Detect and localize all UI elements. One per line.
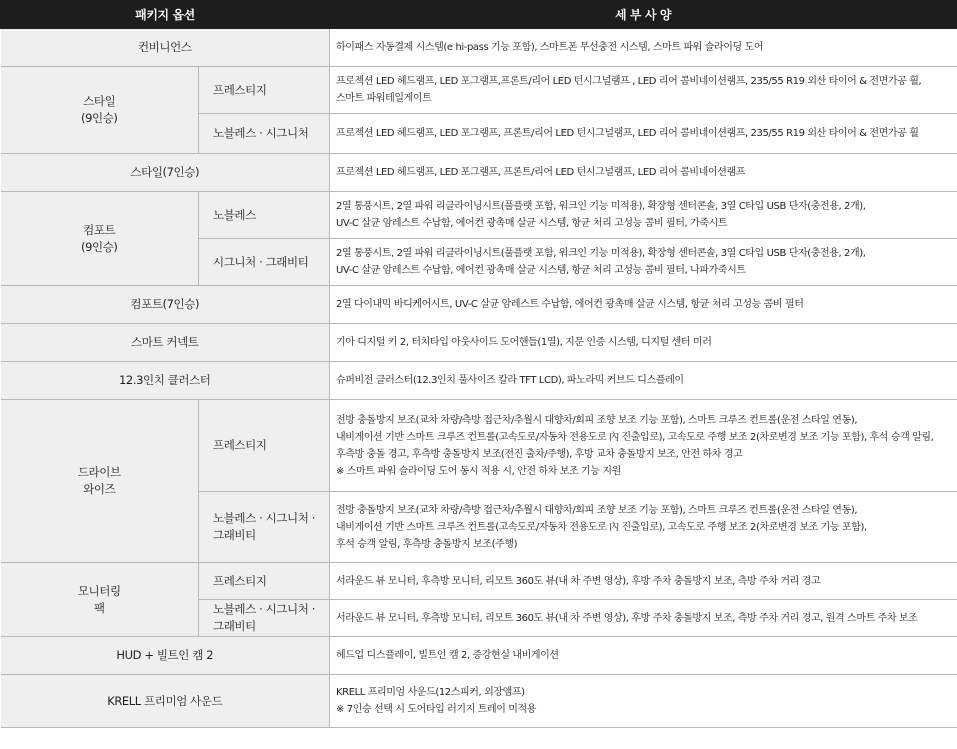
sub-drivewise-prestige: 프레스티지	[199, 400, 330, 492]
group-monitoring-pack: 모니터링 팩	[1, 563, 199, 637]
package-name-hud: HUD + 빌트인 캠 2	[1, 637, 330, 675]
desc-comfort-signature: 2열 통풍시트, 2열 파워 리클라이닝시트(풀플랫 포함, 워크인 기능 미적용), 확장형 센터콘솔, 3열 C타입 USB 단자(충전용, 2개), UV-C 살균 암레스트 수납함, 에어컨 광촉매 살균 시스템, 항균 처리 고성능 콤비 필터, 나파가죽시트	[330, 239, 957, 286]
sub-drivewise-noblesse: 노블레스 · 시그니처 · 그래비티	[199, 492, 330, 563]
header-details: 세 부 사 양	[330, 1, 957, 29]
desc-style-prestige: 프로젝션 LED 헤드램프, LED 포그램프,프론트/리어 LED 턴시그널램프 , LED 리어 콤비네이션램프, 235/55 R19 외산 타이어 & 전면가공 휠, 스마트 파워테일게이트	[330, 67, 957, 114]
group-style-9: 스타일 (9인승)	[1, 67, 199, 154]
package-name-style-7: 스타일(7인승)	[1, 154, 330, 192]
sub-comfort-noblesse: 노블레스	[199, 192, 330, 239]
table-row	[1, 192, 957, 239]
table-header-row	[1, 1, 957, 29]
group-drive-wise: 드라이브 와이즈	[1, 400, 199, 563]
header-package-option: 패키지 옵션	[1, 1, 330, 29]
package-desc-cluster: 슈퍼비전 클러스터(12.3인치 풀사이즈 칼라 TFT LCD), 파노라믹 커브드 디스플레이	[330, 362, 957, 400]
desc-monitoring-noblesse: 서라운드 뷰 모니터, 후측방 모니터, 리모트 360도 뷰(내 차 주변 영상), 후방 주차 충돌방지 보조, 측방 주차 거리 경고, 원격 스마트 주차 보조	[330, 600, 957, 637]
table-row	[1, 362, 957, 400]
package-name-krell: KRELL 프리미엄 사운드	[1, 675, 330, 728]
package-desc-comfort-7: 2열 다이내믹 바디케어시트, UV-C 살균 암레스트 수납함, 에어컨 광촉매 살균 시스템, 항균 처리 고성능 콤비 필터	[330, 286, 957, 324]
package-desc-krell: KRELL 프리미엄 사운드(12스피커, 외장앰프) ※ 7인승 선택 시 도어타입 러기지 트레이 미적용	[330, 675, 957, 728]
table-row	[1, 400, 957, 492]
package-desc-hud: 헤드업 디스플레이, 빌트인 캠 2, 증강현실 내비게이션	[330, 637, 957, 675]
package-desc-style-7: 프로젝션 LED 헤드램프, LED 포그램프, 프론트/리어 LED 턴시그널램프, LED 리어 콤비네이션램프	[330, 154, 957, 192]
package-desc-smart-connect: 기아 디지털 키 2, 터치타입 아웃사이드 도어핸들(1열), 지문 인증 시스템, 디지털 센터 미러	[330, 324, 957, 362]
desc-monitoring-prestige: 서라운드 뷰 모니터, 후측방 모니터, 리모트 360도 뷰(내 차 주변 영상), 후방 주차 충돌방지 보조, 측방 주차 거리 경고	[330, 563, 957, 600]
package-name-cluster: 12.3인치 클러스터	[1, 362, 330, 400]
package-name-convenience: 컨비니언스	[1, 29, 330, 67]
table-row	[1, 67, 957, 114]
table-row	[1, 29, 957, 67]
desc-drivewise-noblesse: 전방 충돌방지 보조(교차 차량/측방 접근차/추월시 대향차/회피 조향 보조 기능 포함), 스마트 크루즈 컨트롤(운전 스타일 연동), 내비게이션 기반 스마트 크루즈 컨트롤(고속도로/자동차 전용도로 內 진출입로), 고속도로 주행 보조 2(차로변경 보조 기능 포함), 후석 승객 알림, 후측방 충돌방지 보조(주행)	[330, 492, 957, 563]
group-comfort-9: 컴포트 (9인승)	[1, 192, 199, 286]
desc-comfort-noblesse: 2열 통풍시트, 2열 파워 리클라이닝시트(풀플랫 포함, 워크인 기능 미적용), 확장형 센터콘솔, 3열 C타입 USB 단자(충전용, 2개), UV-C 살균 암레스트 수납함, 에어컨 광촉매 살균 시스템, 항균 처리 고성능 콤비 필터, 가죽시트	[330, 192, 957, 239]
desc-style-noblesse: 프로젝션 LED 헤드램프, LED 포그램프, 프론트/리어 LED 턴시그널램프, LED 리어 콤비네이션램프, 235/55 R19 외산 타이어 & 전면가공 휠	[330, 114, 957, 154]
package-desc-convenience: 하이패스 자동결제 시스템(e hi-pass 기능 포함), 스마트폰 무선충전 시스템, 스마트 파워 슬라이딩 도어	[330, 29, 957, 67]
table-row	[1, 675, 957, 728]
table-row	[1, 154, 957, 192]
package-name-smart-connect: 스마트 커넥트	[1, 324, 330, 362]
desc-drivewise-prestige: 전방 충돌방지 보조(교차 차량/측방 접근차/추월시 대향차/회피 조향 보조 기능 포함), 스마트 크루즈 컨트롤(운전 스타일 연동), 내비게이션 기반 스마트 크루즈 컨트롤(고속도로/자동차 전용도로 內 진출입로), 고속도로 주행 보조 2(차로변경 보조 기능 포함), 후석 승객 알림, 후측방 충돌 경고, 후측방 충돌방지 보조(전진 출차/주행), 후방 교차 충돌방지 보조, 안전 하차 경고 ※ 스마트 파워 슬라이딩 도어 동시 적용 시, 안전 하차 보조 기능 지원	[330, 400, 957, 492]
package-name-comfort-7: 컴포트(7인승)	[1, 286, 330, 324]
table-row	[1, 563, 957, 600]
table-row	[1, 637, 957, 675]
table-row	[1, 286, 957, 324]
sub-monitoring-noblesse: 노블레스 · 시그니처 · 그래비티	[199, 600, 330, 637]
sub-style-prestige: 프레스티지	[199, 67, 330, 114]
sub-comfort-signature: 시그니처 · 그래비티	[199, 239, 330, 286]
sub-monitoring-prestige: 프레스티지	[199, 563, 330, 600]
table-row	[1, 324, 957, 362]
sub-style-noblesse: 노블레스 · 시그니처	[199, 114, 330, 154]
